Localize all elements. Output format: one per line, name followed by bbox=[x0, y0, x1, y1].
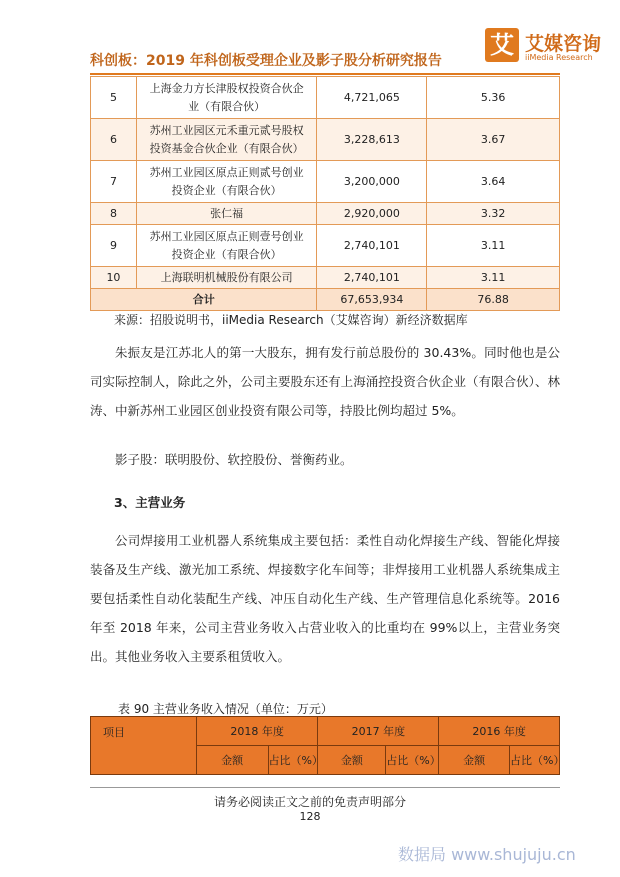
share-percent: 3.11 bbox=[427, 267, 560, 289]
year-header: 2018 年度 bbox=[196, 717, 318, 746]
shareholder-name: 上海联明机械股份有限公司 bbox=[136, 267, 317, 289]
report-header bbox=[90, 31, 602, 72]
table-row bbox=[91, 77, 560, 119]
row-number: 7 bbox=[91, 161, 137, 203]
share-count: 2,920,000 bbox=[317, 203, 427, 225]
table-row bbox=[91, 203, 560, 225]
share-count: 3,228,613 bbox=[317, 119, 427, 161]
revenue-table bbox=[90, 716, 565, 775]
percent-header: 占比（%） bbox=[268, 746, 318, 775]
total-label: 合计 bbox=[91, 289, 317, 311]
share-percent: 5.36 bbox=[427, 77, 560, 119]
percent-header: 占比（%） bbox=[386, 746, 439, 775]
item-header: 项目 bbox=[91, 717, 197, 775]
shareholders-table bbox=[90, 76, 560, 311]
company-logo bbox=[485, 28, 615, 68]
row-number: 10 bbox=[91, 267, 137, 289]
shareholder-name: 苏州工业园区原点正则贰号创业投资企业（有限合伙） bbox=[136, 161, 317, 203]
total-shares: 67,653,934 bbox=[317, 289, 427, 311]
footer-divider bbox=[90, 787, 560, 788]
row-number: 6 bbox=[91, 119, 137, 161]
header-divider bbox=[90, 73, 560, 75]
report-title: 科创板：2019 年科创板受理企业及影子股分析研究报告 bbox=[90, 53, 442, 69]
disclaimer-note: 请务必阅读正文之前的免责声明部分 bbox=[213, 795, 406, 809]
table-row bbox=[91, 225, 560, 267]
row-number: 5 bbox=[91, 77, 137, 119]
share-count: 4,721,065 bbox=[317, 77, 427, 119]
table-row bbox=[91, 161, 560, 203]
share-percent: 3.11 bbox=[427, 225, 560, 267]
page-number: 128 bbox=[299, 810, 321, 823]
paragraph-shadow-stocks: 影子股：联明股份、软控股份、誉衡药业。 bbox=[115, 452, 353, 467]
paragraph-main-business: 公司焊接用工业机器人系统集成主要包括：柔性自动化焊接生产线、智能化焊接装备及生产线、激光加工系统、焊接数字化车间等；非焊接用工业机器人系统集成主要包括柔性自动化装配生产线、冲压自动化生产线、生产管理信息化系统等。2016 年至 2018 年来，公司主营业务收入占营业收入的比重均在 99%以上，主营业务突出。其他业务收入主要系租赁收入。 bbox=[90, 533, 560, 664]
shareholder-name: 张仁福 bbox=[136, 203, 317, 225]
logo-cn-text: 艾媒咨询 bbox=[525, 33, 602, 55]
share-percent: 3.32 bbox=[427, 203, 560, 225]
amount-header: 金额 bbox=[196, 746, 268, 775]
table-row bbox=[91, 267, 560, 289]
logo-mark: 艾 bbox=[485, 28, 519, 62]
share-count: 2,740,101 bbox=[317, 267, 427, 289]
share-percent: 3.64 bbox=[427, 161, 560, 203]
share-count: 3,200,000 bbox=[317, 161, 427, 203]
table-caption: 表 90 主营业务收入情况（单位：万元） bbox=[118, 702, 333, 716]
logo-en-text: iiMedia Research bbox=[525, 53, 593, 62]
table-row bbox=[91, 119, 560, 161]
shareholder-name: 苏州工业园区原点正则壹号创业投资企业（有限合伙） bbox=[136, 225, 317, 267]
section-heading: 3、主营业务 bbox=[114, 495, 186, 510]
amount-header: 金额 bbox=[318, 746, 386, 775]
year-header: 2016 年度 bbox=[439, 717, 560, 746]
site-watermark: 数据局 www.shujuju.cn bbox=[398, 845, 576, 864]
year-header: 2017 年度 bbox=[318, 717, 439, 746]
source-note: 来源：招股说明书，iiMedia Research（艾媒咨询）新经济数据库 bbox=[114, 313, 468, 327]
row-number: 8 bbox=[91, 203, 137, 225]
amount-header: 金额 bbox=[439, 746, 510, 775]
percent-header: 占比（%） bbox=[510, 746, 560, 775]
row-number: 9 bbox=[91, 225, 137, 267]
table-header-row bbox=[91, 717, 560, 746]
share-percent: 3.67 bbox=[427, 119, 560, 161]
shareholder-name: 苏州工业园区元禾重元贰号股权投资基金合伙企业（有限合伙） bbox=[136, 119, 317, 161]
paragraph-shareholders: 朱振友是江苏北人的第一大股东，拥有发行前总股份的 30.43%。同时他也是公司实际控制人，除此之外，公司主要股东还有上海涌控投资合伙企业（有限合伙）、林涛、中新苏州工业园区创业投资有限公司等，持股比例均超过 5%。 bbox=[90, 345, 560, 418]
shareholder-name: 上海金力方长津股权投资合伙企业（有限合伙） bbox=[136, 77, 317, 119]
share-count: 2,740,101 bbox=[317, 225, 427, 267]
total-row bbox=[91, 289, 560, 311]
total-percent: 76.88 bbox=[427, 289, 560, 311]
